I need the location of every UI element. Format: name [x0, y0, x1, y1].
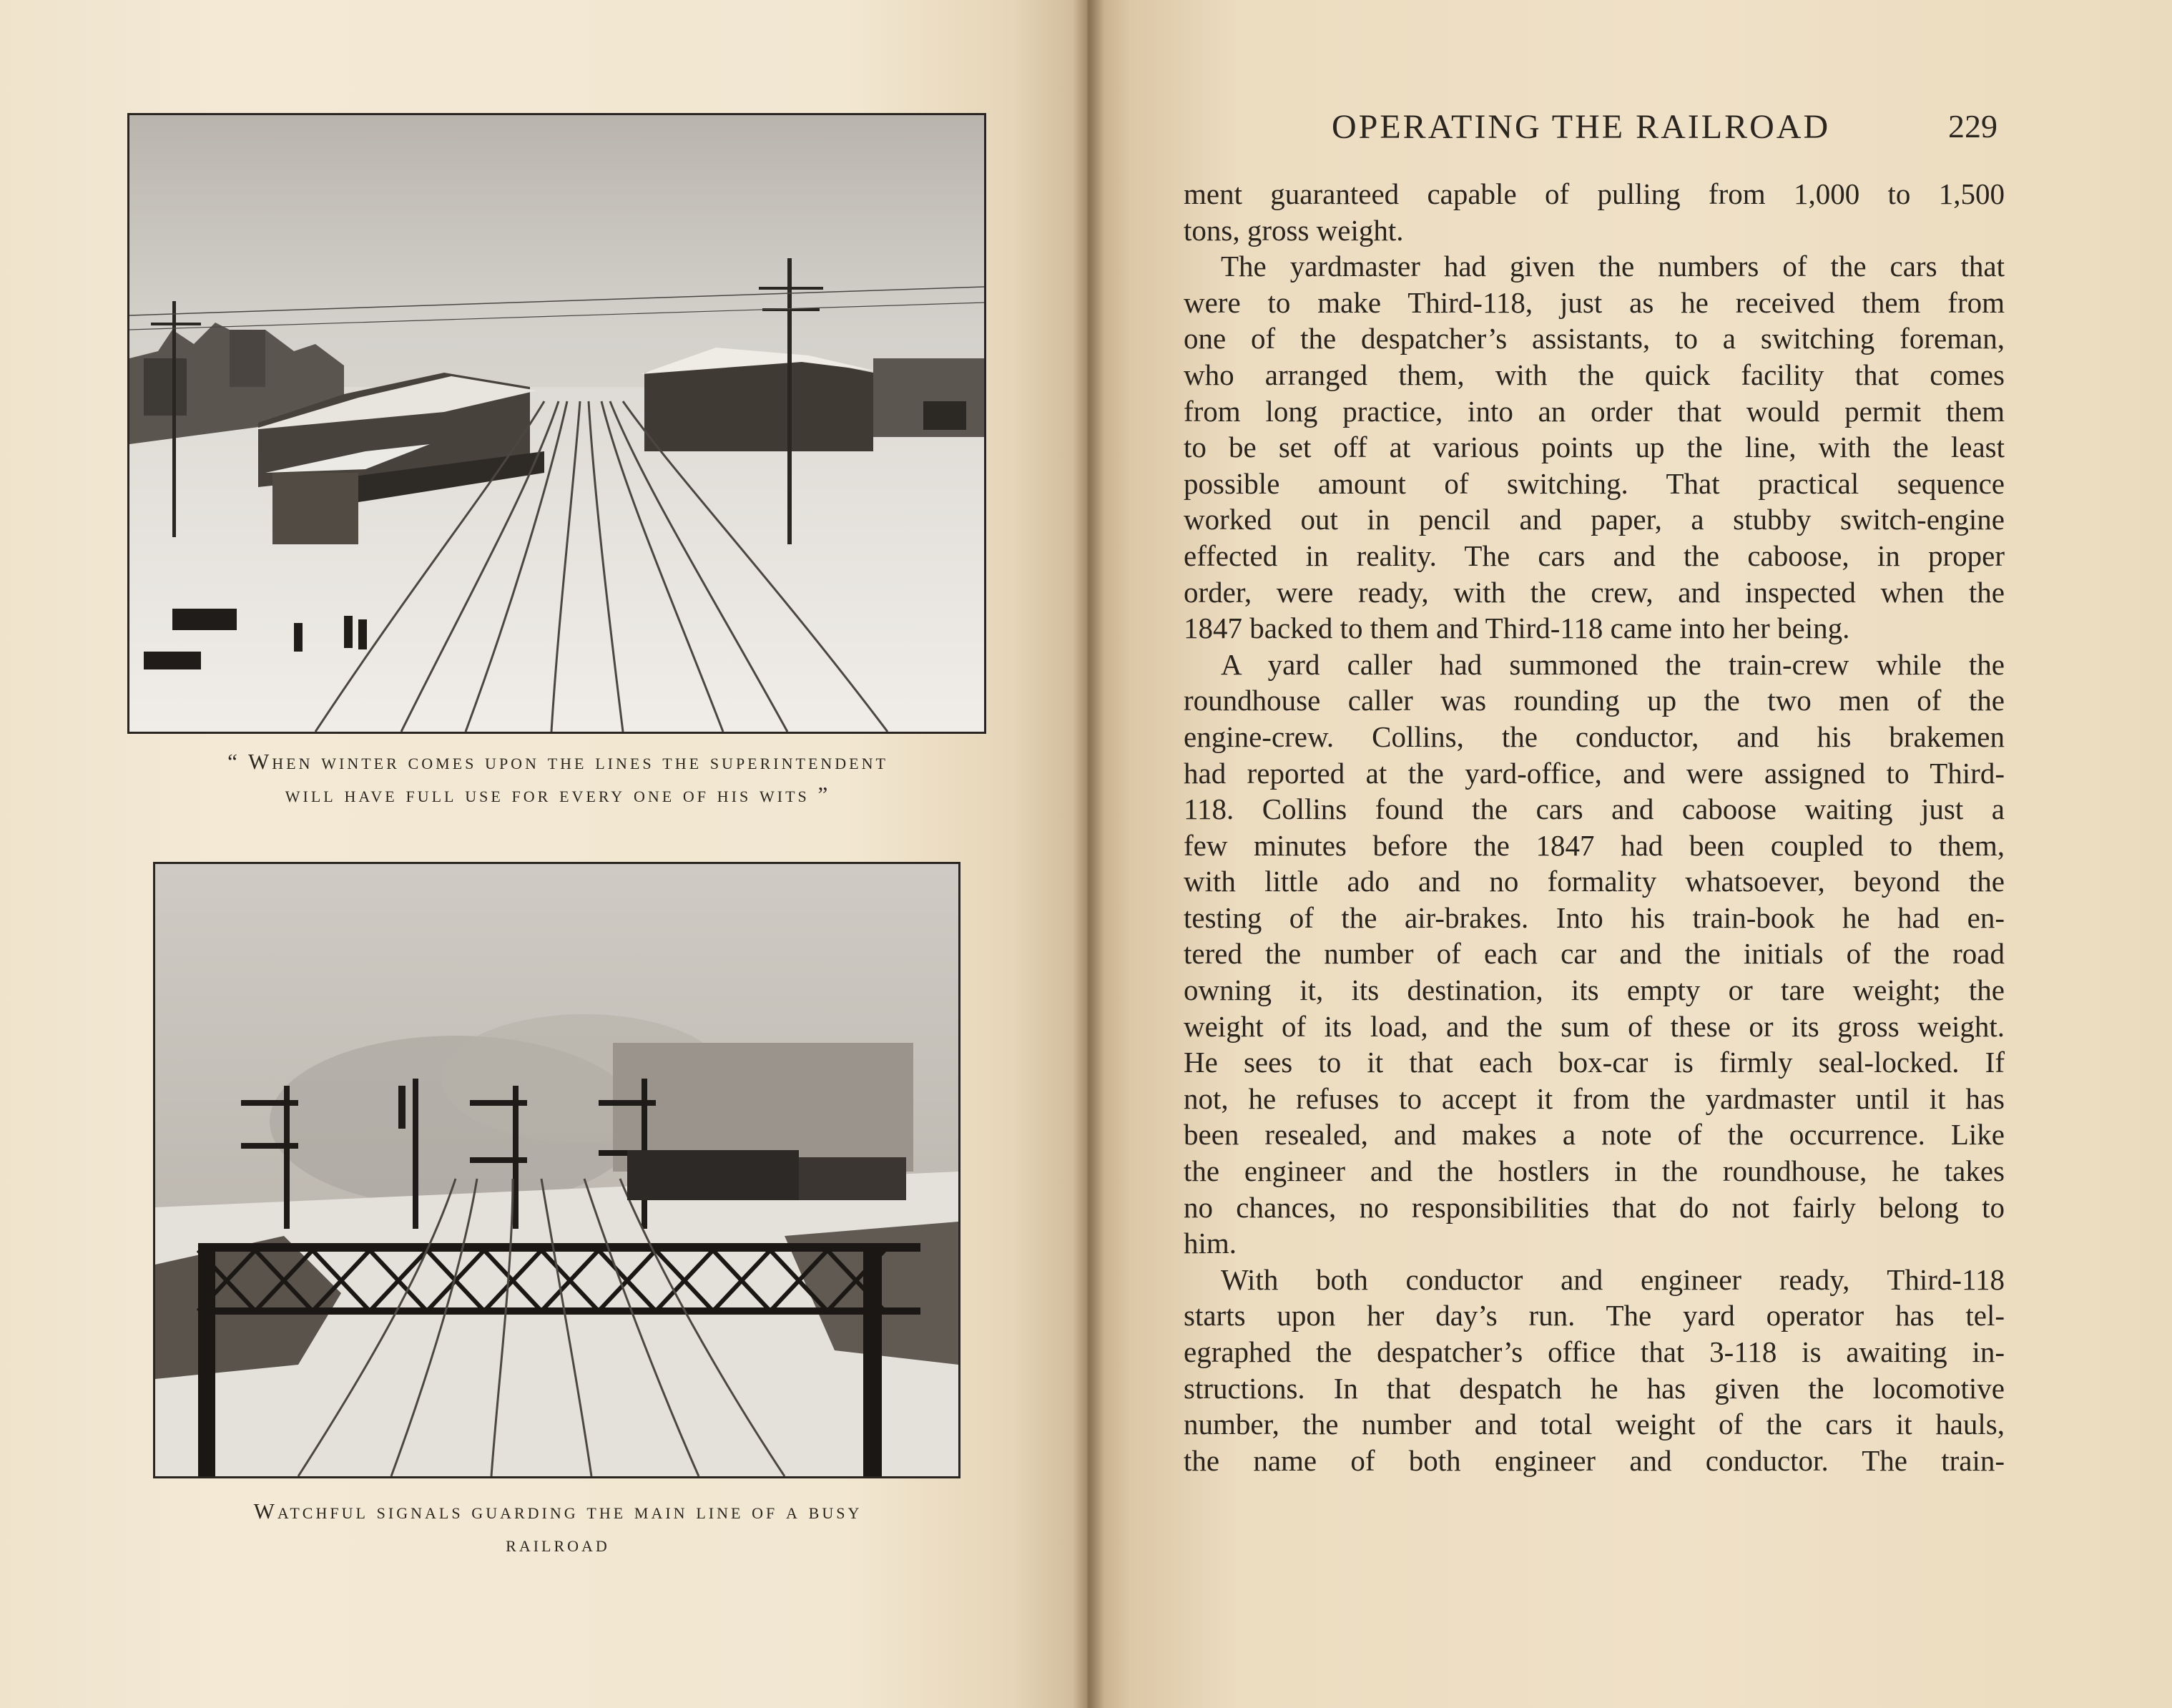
- text-line: starts upon her day’s run. The yard operator has tel-: [1184, 1299, 2005, 1332]
- text-line: egraphed the despatcher’s office that 3-118 is awaiting in-: [1184, 1335, 2005, 1368]
- text-line: been resealed, and makes a note of the occurrence. Like: [1184, 1118, 2005, 1152]
- text-line: who arranged them, with the quick facility that comes: [1184, 358, 2005, 391]
- caption-line: Watchful signals guarding the main line of a busy: [253, 1498, 863, 1523]
- photo-caption-winter: [100, 745, 1016, 811]
- text-line: few minutes before the 1847 had been coupled to them,: [1184, 828, 2005, 862]
- caption-line: railroad: [506, 1531, 610, 1556]
- photo-winter-rail-yard: [127, 113, 986, 734]
- text-line: the name of both engineer and conductor. The train-: [1184, 1443, 2005, 1477]
- text-line: 1847 backed to them and Third-118 came into her being.: [1184, 612, 1850, 645]
- text-line: possible amount of switching. That practical sequence: [1184, 466, 2005, 500]
- text-line: no chances, no responsibilities that do not fairly belong to: [1184, 1190, 2005, 1224]
- text-line: the engineer and the hostlers in the roundhouse, he takes: [1184, 1154, 2005, 1188]
- photo-caption-signals: [129, 1495, 987, 1561]
- text-line: testing of the air-brakes. Into his train-book he had en-: [1184, 900, 2005, 934]
- text-line: were to make Third-118, just as he received them from: [1184, 285, 2005, 319]
- text-line: owning it, its destination, its empty or tare weight; the: [1184, 973, 2005, 1007]
- text-line: effected in reality. The cars and the caboose, in proper: [1184, 539, 2005, 572]
- text-line: not, he refuses to accept it from the yardmaster until it has: [1184, 1081, 2005, 1115]
- text-line: The yardmaster had given the numbers of the cars that: [1221, 250, 2005, 283]
- text-line: A yard caller had summoned the train-crew while the: [1221, 647, 2005, 681]
- body-text: [1184, 176, 2005, 1478]
- text-line: engine-crew. Collins, the conductor, and his brakemen: [1184, 720, 2005, 753]
- text-line: He sees to it that each box-car is firmly seal-locked. If: [1184, 1046, 2005, 1079]
- text-line: tons, gross weight.: [1184, 213, 1404, 247]
- text-line: him.: [1184, 1227, 1237, 1260]
- text-line: one of the despatcher’s assistants, to a switching foreman,: [1184, 322, 2005, 355]
- text-line: with little ado and no formality whatsoever, beyond the: [1184, 865, 2005, 898]
- paragraph: [1184, 248, 2005, 647]
- text-line: weight of its load, and the sum of these or its gross weight.: [1184, 1009, 2005, 1043]
- text-line: to be set off at various points up the line, with the least: [1184, 431, 2005, 464]
- text-line: ment guaranteed capable of pulling from 1,000 to 1,500: [1184, 177, 2005, 210]
- text-line: With both conductor and engineer ready, Third-118: [1221, 1262, 2005, 1296]
- text-line: from long practice, into an order that would permit them: [1184, 394, 2005, 428]
- photo-signal-bridge: [153, 862, 960, 1478]
- caption-line: will have full use for every one of his wits ”: [285, 782, 831, 807]
- book-gutter: [1073, 0, 1104, 1708]
- paragraph: [1184, 1262, 2005, 1479]
- text-line: structions. In that despatch he has given the locomotive: [1184, 1371, 2005, 1405]
- paragraph: [1184, 176, 2005, 248]
- running-head: OPERATING THE RAILROAD: [1332, 108, 1831, 146]
- caption-line: “ When winter comes upon the lines the superintendent: [227, 749, 888, 774]
- text-line: had reported at the yard-office, and were assigned to Third-: [1184, 756, 2005, 790]
- text-line: order, were ready, with the crew, and inspected when the: [1184, 575, 2005, 609]
- text-line: number, the number and total weight of the cars it hauls,: [1184, 1408, 2005, 1441]
- page-number: 229: [1948, 108, 1997, 144]
- text-line: roundhouse caller was rounding up the two men of the: [1184, 684, 2005, 717]
- text-line: 118. Collins found the cars and caboose waiting just a: [1184, 792, 2005, 826]
- paragraph: [1184, 647, 2005, 1262]
- text-line: tered the number of each car and the initials of the road: [1184, 937, 2005, 971]
- text-line: worked out in pencil and paper, a stubby switch-engine: [1184, 503, 2005, 536]
